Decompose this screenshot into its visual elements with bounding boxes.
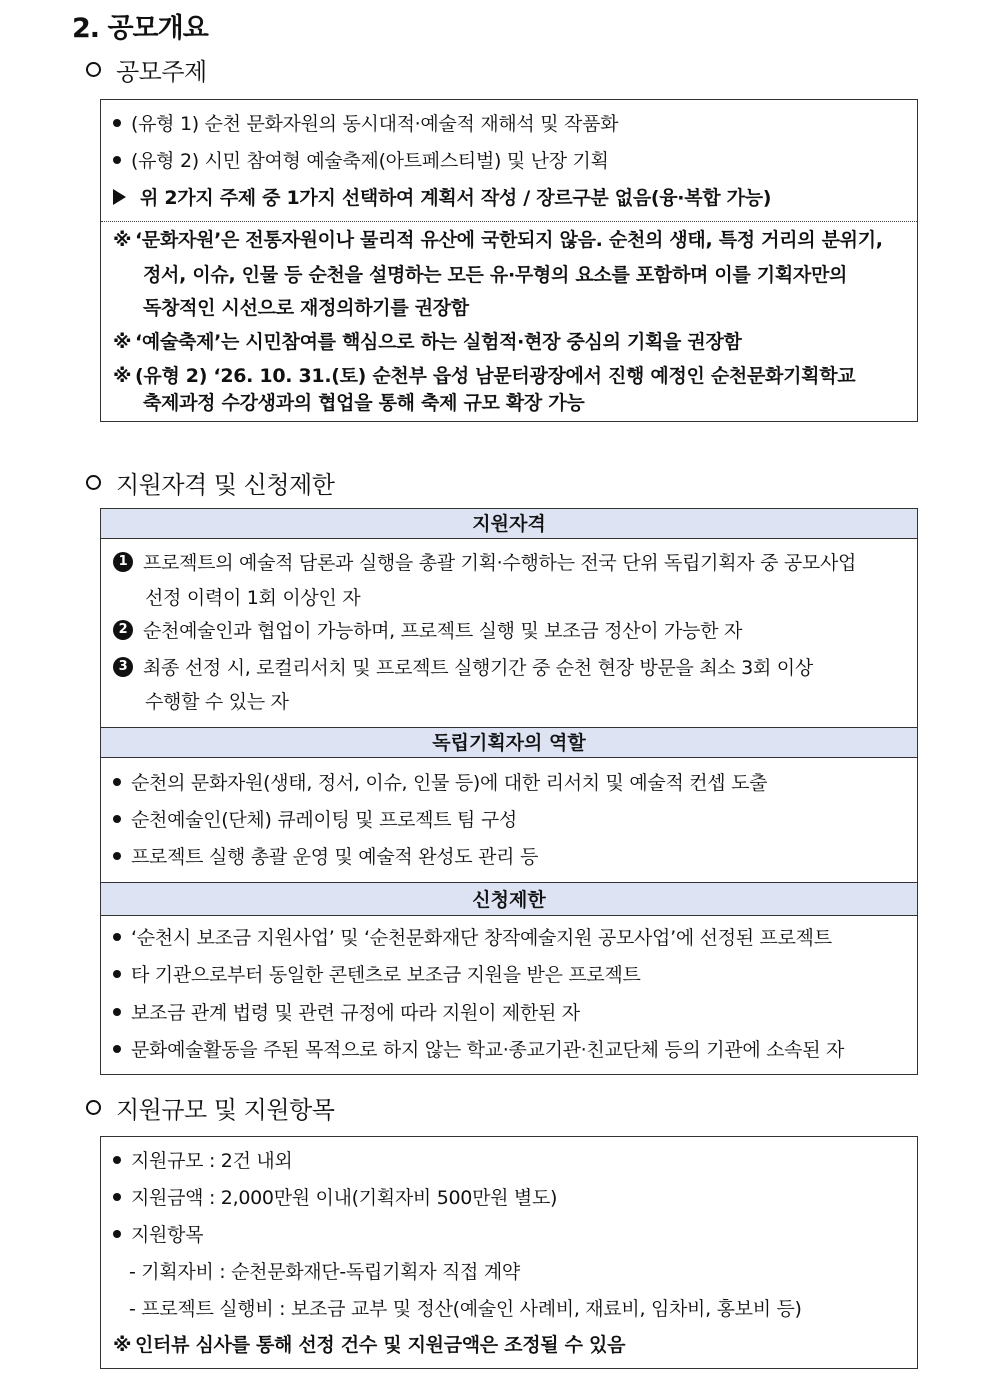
qualification-continuation: 선정 이력이 1회 이상인 자 [145, 587, 361, 609]
section-title-text: 공모주제 [116, 58, 207, 86]
number-2-icon: 2 [113, 620, 133, 640]
qualification-item: 3 최종 선정 시, 로컬리서치 및 프로젝트 실행기간 중 순천 현장 방문을 최소 3회 이상 [113, 656, 905, 680]
limit-header: 신청제한 [101, 882, 917, 916]
section-title-eligibility [86, 465, 334, 500]
bullet-icon [113, 1230, 121, 1238]
sub-item: - 프로젝트 실행비 : 보조금 교부 및 정산(예술인 사례비, 재료비, 임차비, 홍보비 등) [129, 1298, 802, 1320]
dotted-divider [101, 221, 917, 222]
list-item: 문화예술활동을 주된 목적으로 하지 않는 학교·종교기관·친교단체 등의 기관에 소속된 자 [113, 1038, 905, 1062]
list-item: (유형 2) 시민 참여형 예술축제(아트페스티벌) 및 난장 기획 [113, 149, 905, 173]
bullet-icon [113, 778, 121, 786]
role-header: 독립기획자의 역할 [101, 727, 917, 758]
note-item: ※ ‘문화자원’은 전통자원이나 물리적 유산에 국한되지 않음. 순천의 생태, 특정 거리의 분위기, [113, 229, 883, 251]
bullet-icon [113, 1008, 121, 1016]
note-item: ※ ‘예술축제’는 시민참여를 핵심으로 하는 실험적·현장 중심의 기획을 권장함 [113, 331, 742, 353]
qualification-item: 2 순천예술인과 협업이 가능하며, 프로젝트 실행 및 보조금 정산이 가능한 자 [113, 619, 905, 643]
list-item: (유형 1) 순천 문화자원의 동시대적·예술적 재해석 및 작품화 [113, 112, 905, 136]
list-item: ‘순천시 보조금 지원사업’ 및 ‘순천문화재단 창작예술지원 공모사업’에 선정된 프로젝트 [113, 926, 905, 950]
qualification-continuation: 수행할 수 있는 자 [145, 691, 289, 713]
list-item: 순천예술인(단체) 큐레이팅 및 프로젝트 팀 구성 [113, 808, 905, 832]
qualification-item: 1 프로젝트의 예술적 담론과 실행을 총괄 기획·수행하는 전국 단위 독립기획자 중 공모사업 [113, 551, 905, 575]
section-title-theme [86, 52, 207, 87]
page-heading: 2. 공모개요 [72, 13, 208, 44]
number-3-icon: 3 [113, 657, 133, 677]
note-continuation: 독창적인 시선으로 재정의하기를 권장함 [143, 297, 469, 319]
bullet-icon [113, 1156, 121, 1164]
circle-bullet-icon [86, 1100, 101, 1115]
list-item: 지원규모 : 2건 내외 [113, 1149, 905, 1173]
circle-bullet-icon [86, 475, 101, 490]
section-title-text: 지원규모 및 지원항목 [116, 1096, 335, 1124]
triangle-arrow-icon [113, 189, 126, 205]
sub-item: - 기획자비 : 순천문화재단-독립기획자 직접 계약 [129, 1261, 520, 1283]
section-title-support [86, 1090, 334, 1125]
bullet-icon [113, 933, 121, 941]
eligibility-box [100, 508, 918, 1075]
bullet-icon [113, 1045, 121, 1053]
note-item: ※ (유형 2) ‘26. 10. 31.(토) 순천부 읍성 남문터광장에서 진행 예정인 순천문화기획학교 [113, 365, 856, 387]
list-item: 프로젝트 실행 총괄 운영 및 예술적 완성도 관리 등 [113, 845, 905, 869]
arrow-note: 위 2가지 주제 중 1가지 선택하여 계획서 작성 / 장르구분 없음(융·복합 가능) [113, 186, 905, 210]
note-continuation: 축제과정 수강생과의 협업을 통해 축제 규모 확장 가능 [143, 392, 585, 414]
list-item: 타 기관으로부터 동일한 콘텐츠로 보조금 지원을 받은 프로젝트 [113, 963, 905, 987]
list-item: 지원항목 [113, 1223, 905, 1247]
qualification-header: 지원자격 [101, 508, 917, 539]
bullet-icon [113, 852, 121, 860]
bullet-icon [113, 970, 121, 978]
list-item: 보조금 관계 법령 및 관련 규정에 따라 지원이 제한된 자 [113, 1001, 905, 1025]
section-title-text: 지원자격 및 신청제한 [116, 471, 335, 499]
support-box [100, 1136, 918, 1369]
bullet-icon [113, 1193, 121, 1201]
bullet-icon [113, 815, 121, 823]
list-item: 지원금액 : 2,000만원 이내(기획자비 500만원 별도) [113, 1186, 905, 1210]
circle-bullet-icon [86, 62, 101, 77]
note-continuation: 정서, 이슈, 인물 등 순천을 설명하는 모든 유·무형의 요소를 포함하며 이를 기획자만의 [143, 264, 848, 286]
number-1-icon: 1 [113, 552, 133, 572]
note-item: ※ 인터뷰 심사를 통해 선정 건수 및 지원금액은 조정될 수 있음 [113, 1334, 626, 1356]
bullet-icon [113, 156, 121, 164]
list-item: 순천의 문화자원(생태, 정서, 이슈, 인물 등)에 대한 리서치 및 예술적 컨셉 도출 [113, 771, 905, 795]
theme-box [100, 99, 918, 422]
bullet-icon [113, 119, 121, 127]
